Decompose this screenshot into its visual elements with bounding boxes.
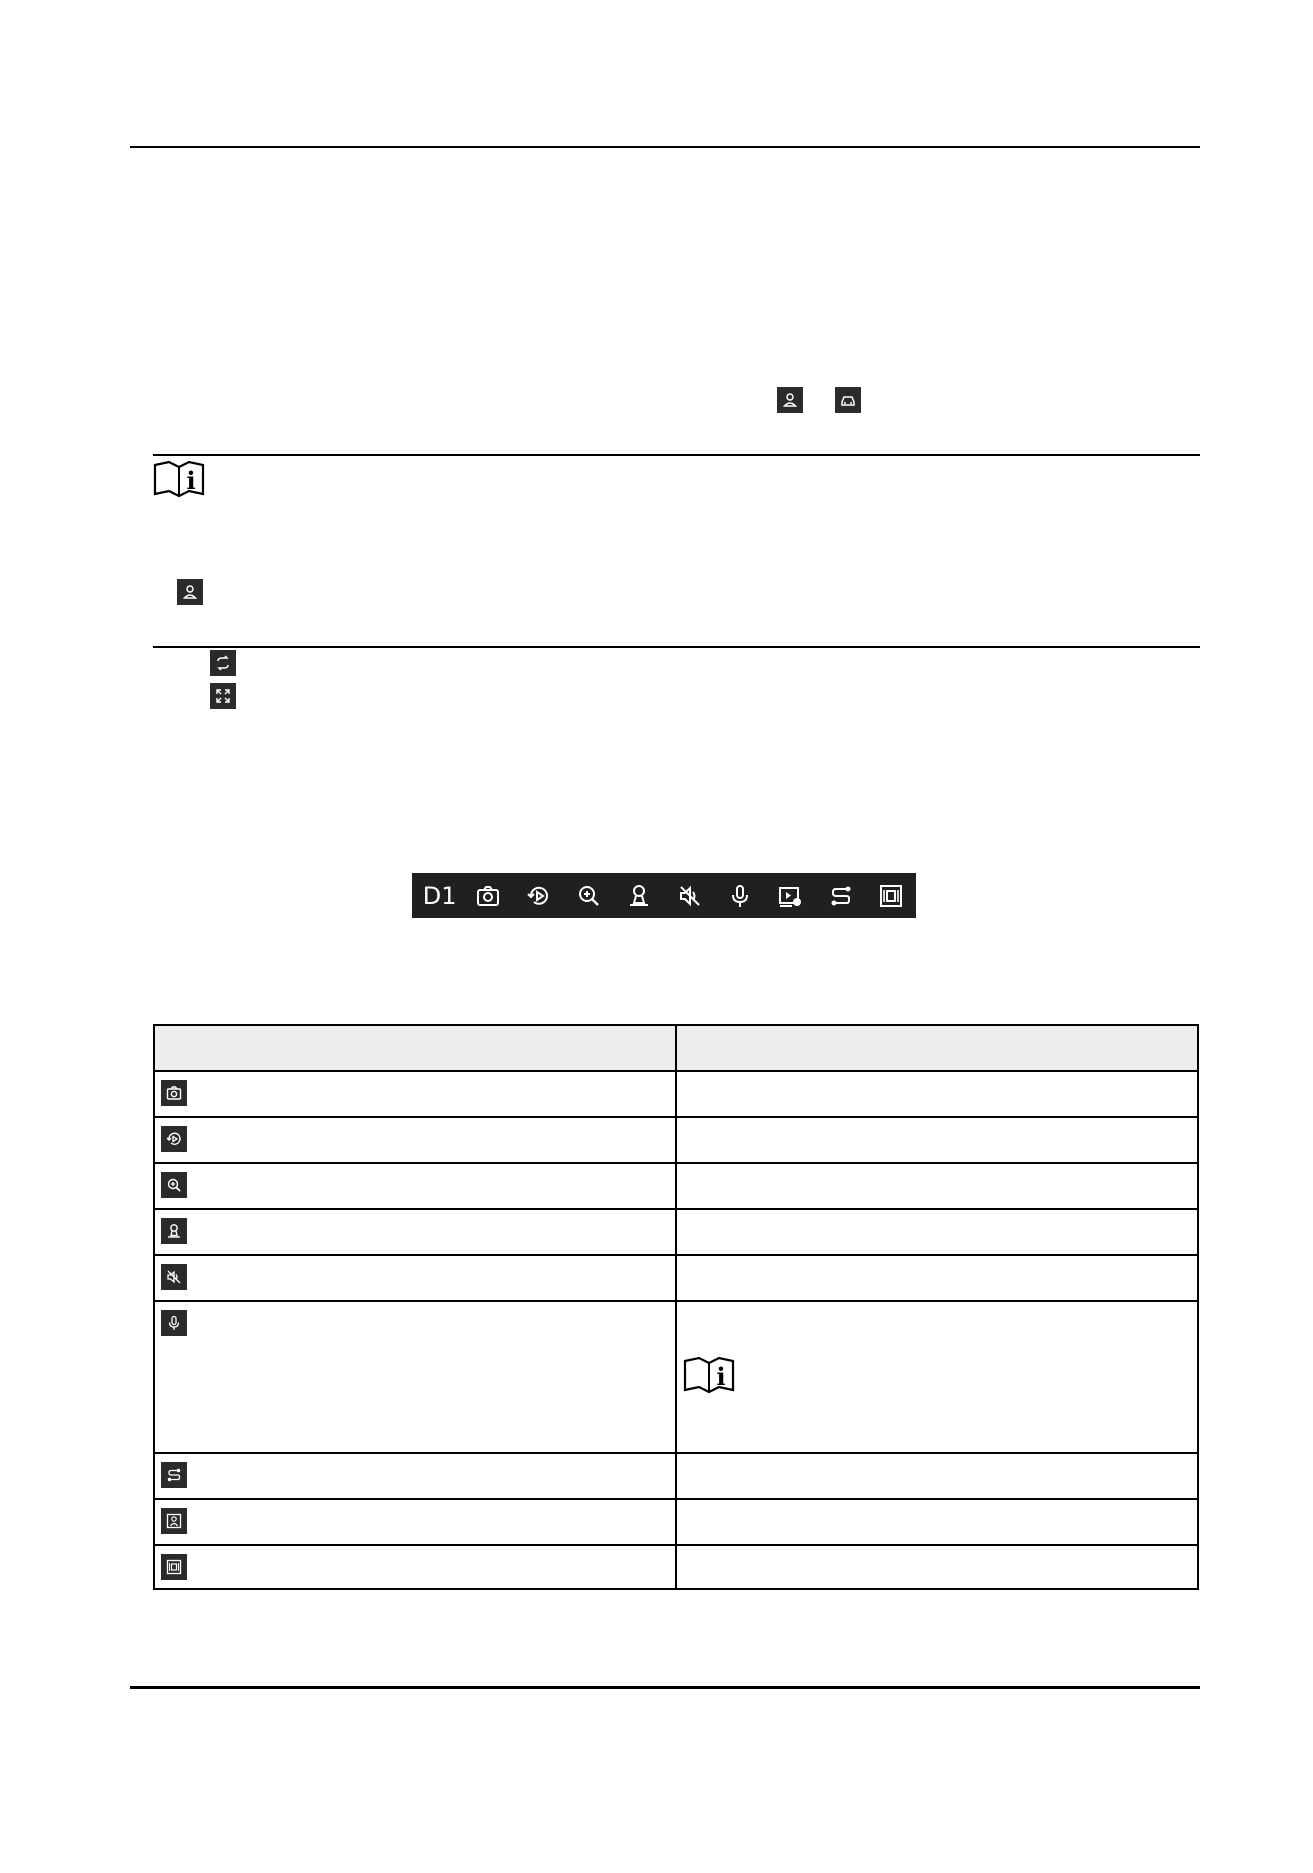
zoom-in-icon[interactable] xyxy=(564,873,614,918)
table-row-description xyxy=(676,1071,1198,1117)
table-row-description xyxy=(676,1255,1198,1301)
table-row xyxy=(154,1545,1198,1589)
table-row xyxy=(154,1301,1198,1453)
svg-text:i: i xyxy=(716,1362,726,1391)
ptz-icon xyxy=(161,1218,187,1244)
table-row xyxy=(154,1499,1198,1545)
table-header-icon xyxy=(154,1025,676,1071)
person-icon xyxy=(177,579,203,605)
mute-icon[interactable] xyxy=(665,873,715,918)
table-row-description xyxy=(676,1117,1198,1163)
note-bottom-rule xyxy=(153,646,1200,648)
svg-text:i: i xyxy=(186,466,196,495)
face-frame-icon xyxy=(161,1508,187,1534)
camera-icon xyxy=(161,1080,187,1106)
record-icon[interactable] xyxy=(765,873,815,918)
mute-icon xyxy=(161,1264,187,1290)
car-icon xyxy=(835,387,861,413)
toolbar-icon-table xyxy=(153,1024,1199,1590)
expand-icon[interactable] xyxy=(210,683,236,709)
ptz-icon[interactable] xyxy=(614,873,664,918)
note-book-info-icon xyxy=(683,1356,735,1399)
table-row-description xyxy=(676,1499,1198,1545)
switch-stream-icon xyxy=(161,1462,187,1488)
live-view-toolbar xyxy=(412,873,916,918)
table-row xyxy=(154,1071,1198,1117)
fit-view-icon[interactable] xyxy=(866,873,916,918)
zoom-in-icon xyxy=(161,1172,187,1198)
table-row xyxy=(154,1117,1198,1163)
instant-playback-icon[interactable] xyxy=(514,873,564,918)
microphone-icon xyxy=(161,1310,187,1336)
table-header-description xyxy=(676,1025,1198,1071)
fit-view-icon xyxy=(161,1554,187,1580)
microphone-icon[interactable] xyxy=(715,873,765,918)
channel-label: D1 xyxy=(422,881,457,910)
header-rule xyxy=(130,146,1200,148)
table-row xyxy=(154,1255,1198,1301)
camera-icon[interactable] xyxy=(463,873,513,918)
table-row xyxy=(154,1163,1198,1209)
table-row xyxy=(154,1209,1198,1255)
table-row-description xyxy=(676,1209,1198,1255)
table-row-description xyxy=(676,1163,1198,1209)
instant-playback-icon xyxy=(161,1126,187,1152)
note-book-info-icon xyxy=(153,460,205,503)
switch-stream-icon[interactable] xyxy=(815,873,865,918)
table-row xyxy=(154,1453,1198,1499)
person-icon xyxy=(777,387,803,413)
footer-rule xyxy=(130,1686,1200,1689)
note-top-rule xyxy=(153,454,1200,456)
table-header-row xyxy=(154,1025,1198,1071)
table-row-description xyxy=(676,1453,1198,1499)
loop-arrows-icon[interactable] xyxy=(210,650,236,676)
table-row-description xyxy=(676,1545,1198,1589)
